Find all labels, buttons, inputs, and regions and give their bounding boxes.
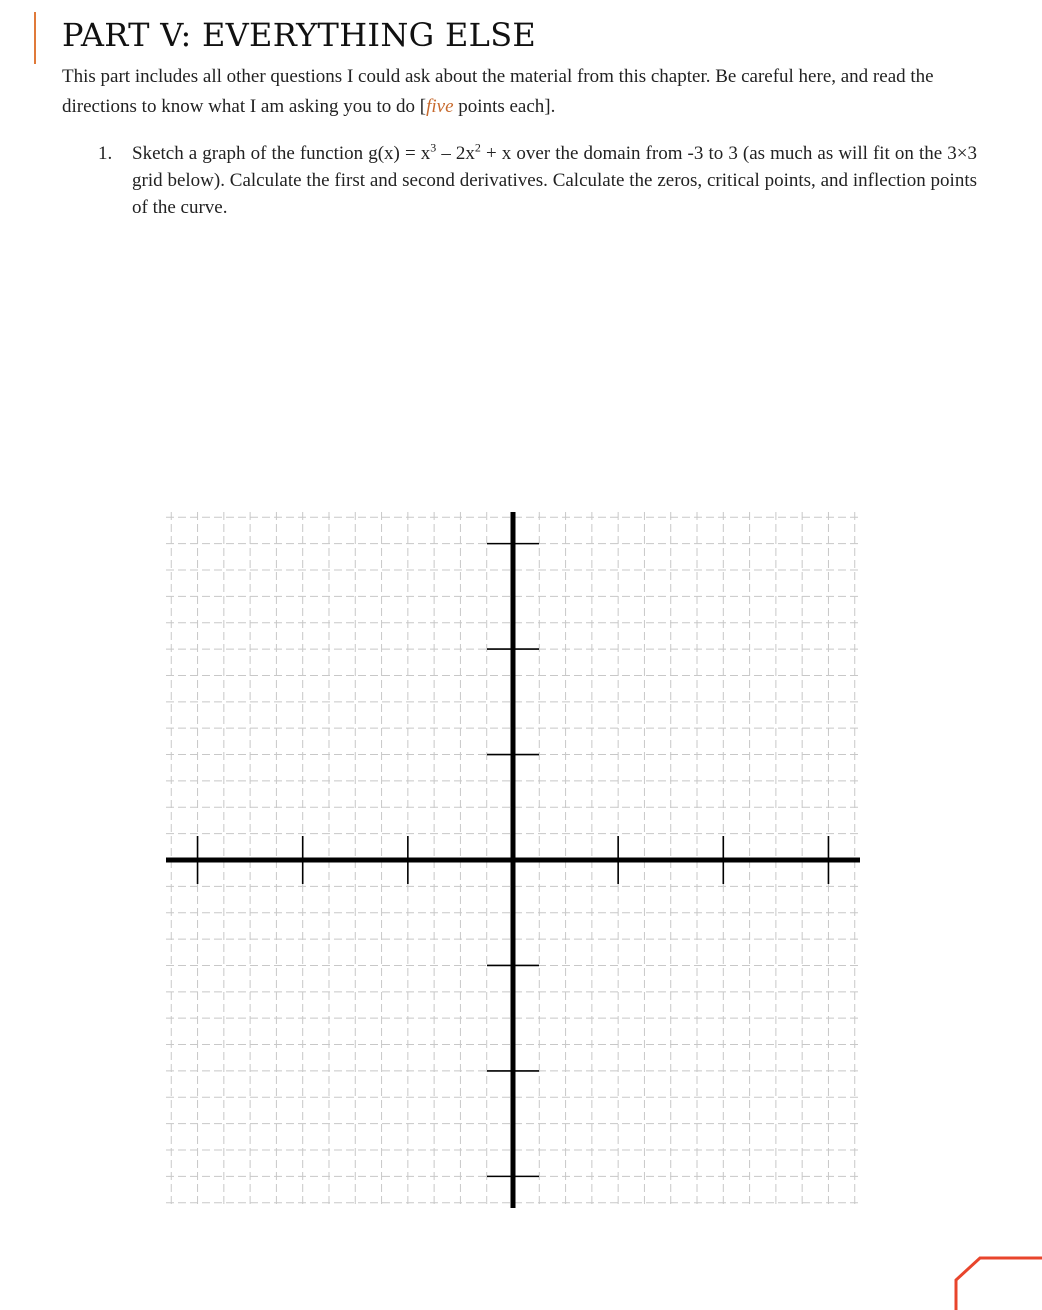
part-title: PART V: EVERYTHING ELSE	[62, 16, 537, 54]
intro-paragraph	[62, 62, 992, 122]
graph-grid-svg[interactable]	[166, 512, 860, 1208]
question-text-part-3: + x over the domain from -3 to 3 (as much as will fit on the 3×3 grid below). Calculate the first and second derivatives. Calculate the zeros, critical points, and inflection points of the curve.	[132, 143, 977, 218]
question-text-part-2: – 2x	[436, 143, 475, 164]
question-text-part-1: Sketch a graph of the function g(x) = x	[132, 143, 431, 164]
question-text	[132, 140, 977, 221]
intro-text-end: points each].	[453, 96, 556, 117]
question-number: 1.	[98, 143, 113, 164]
corner-bracket	[956, 1258, 1042, 1310]
intro-text-start: This part includes all other questions I could ask about the material from this chapter. Be careful here, and read the directions to know what I am asking you to do [	[62, 66, 934, 117]
exponent-2: 2	[474, 140, 481, 155]
intro-emphasis: five	[426, 96, 454, 117]
exponent-3: 3	[430, 140, 437, 155]
graph-grid[interactable]	[166, 512, 860, 1208]
heading-accent-bar	[34, 12, 36, 64]
page-corner-mark	[952, 1254, 1042, 1310]
